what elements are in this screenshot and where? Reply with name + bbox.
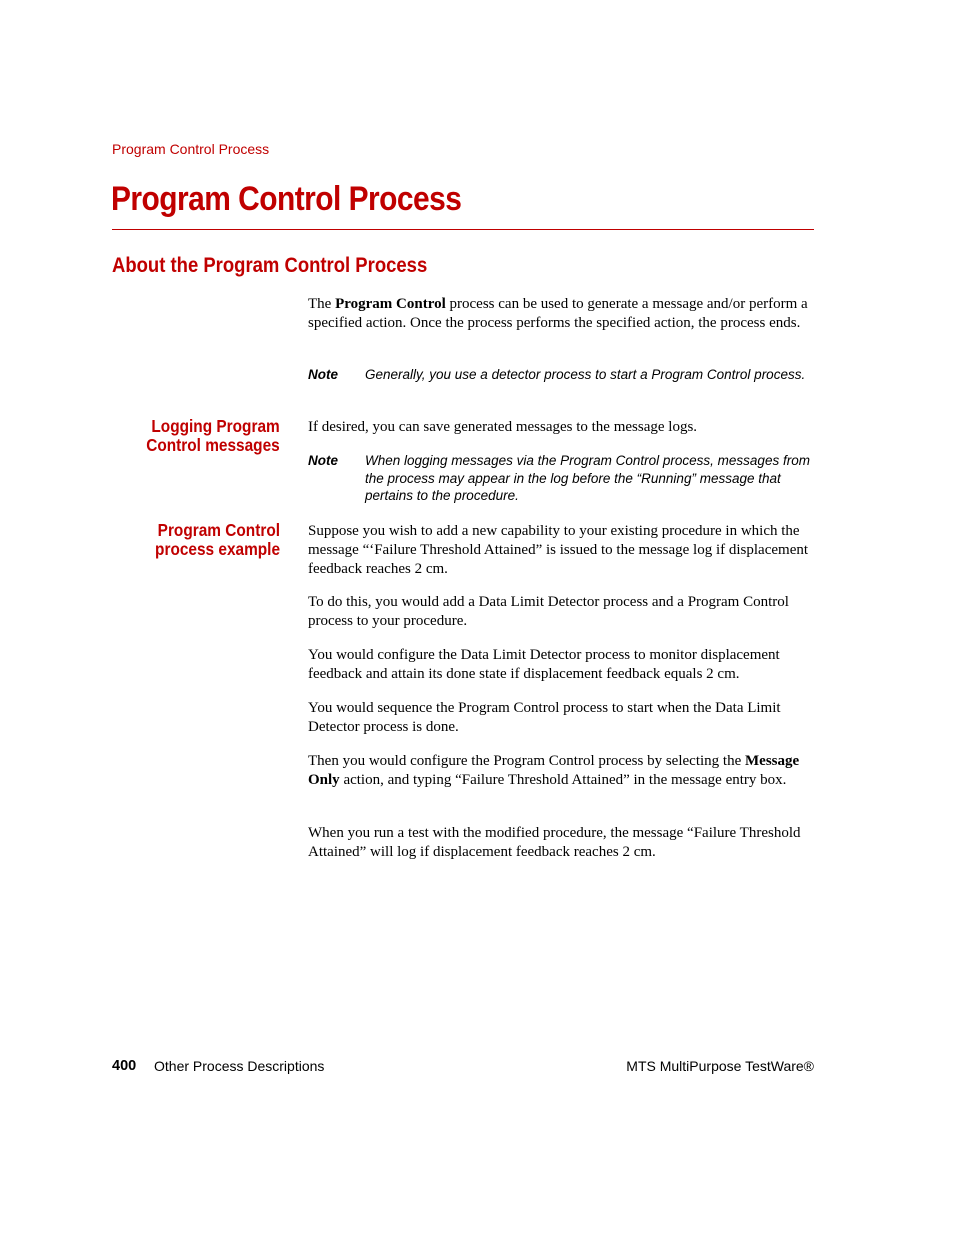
example-paragraph-1: Suppose you wish to add a new capability to your existing procedure in which the message “‘Failure Threshold Attained” is issued to the message log if displacement feedback reaches 2 cm. bbox=[308, 523, 809, 577]
example-side-heading bbox=[155, 521, 280, 559]
footer-product-name: MTS MultiPurpose TestWare® bbox=[626, 1058, 814, 1074]
note-text: Generally, you use a detector process to start a Program Control process. bbox=[365, 367, 806, 382]
title-divider bbox=[112, 229, 814, 230]
p5-text-post: action, and typing “Failure Threshold Attained” in the message entry box. bbox=[339, 772, 787, 788]
logging-note-label: Note bbox=[308, 453, 338, 468]
example-heading-line2: process example bbox=[155, 539, 280, 559]
intro-text-pre: The bbox=[308, 296, 336, 312]
logging-paragraph: If desired, you can save generated messages to the message logs. bbox=[308, 419, 698, 435]
example-heading-line1: Program Control bbox=[157, 520, 280, 540]
logging-note-text: When logging messages via the Program Control process, messages from the process may appear in the log before the “Running” message that pertains to the procedure. bbox=[365, 453, 810, 503]
intro-paragraph bbox=[308, 295, 818, 333]
example-paragraph-3: You would configure the Data Limit Detector process to monitor displacement feedback and attain its done state if displacement feedback equals 2 cm. bbox=[308, 647, 780, 682]
footer-page-number: 400 bbox=[112, 1058, 137, 1074]
p5-text-bold: Message Only bbox=[308, 753, 800, 788]
note-label: Note bbox=[308, 367, 338, 382]
logging-heading-line2: Control messages bbox=[146, 435, 280, 455]
logging-side-heading bbox=[146, 417, 280, 455]
footer-chapter-title: Other Process Descriptions bbox=[154, 1058, 325, 1074]
chapter-title: Program Control Process bbox=[111, 180, 462, 218]
p5-text-pre: Then you would configure the Program Control process by selecting the bbox=[308, 753, 745, 769]
intro-text-bold: Program Control bbox=[335, 296, 446, 312]
intro-text-post: process can be used to generate a message and/or perform a specified action. Once the process performs the specified action, the process ends. bbox=[308, 296, 808, 331]
logging-heading-line1: Logging Program bbox=[151, 416, 280, 436]
example-paragraph-5 bbox=[308, 752, 818, 790]
example-paragraph-6: When you run a test with the modified procedure, the message “Failure Threshold Attained” will log if displacement feedback reaches 2 cm. bbox=[308, 825, 801, 860]
example-paragraph-2: To do this, you would add a Data Limit Detector process and a Program Control process to your procedure. bbox=[308, 594, 789, 629]
example-paragraph-4: You would sequence the Program Control process to start when the Data Limit Detector process is done. bbox=[308, 700, 781, 735]
section-title: About the Program Control Process bbox=[112, 254, 428, 277]
running-header: Program Control Process bbox=[112, 141, 270, 157]
